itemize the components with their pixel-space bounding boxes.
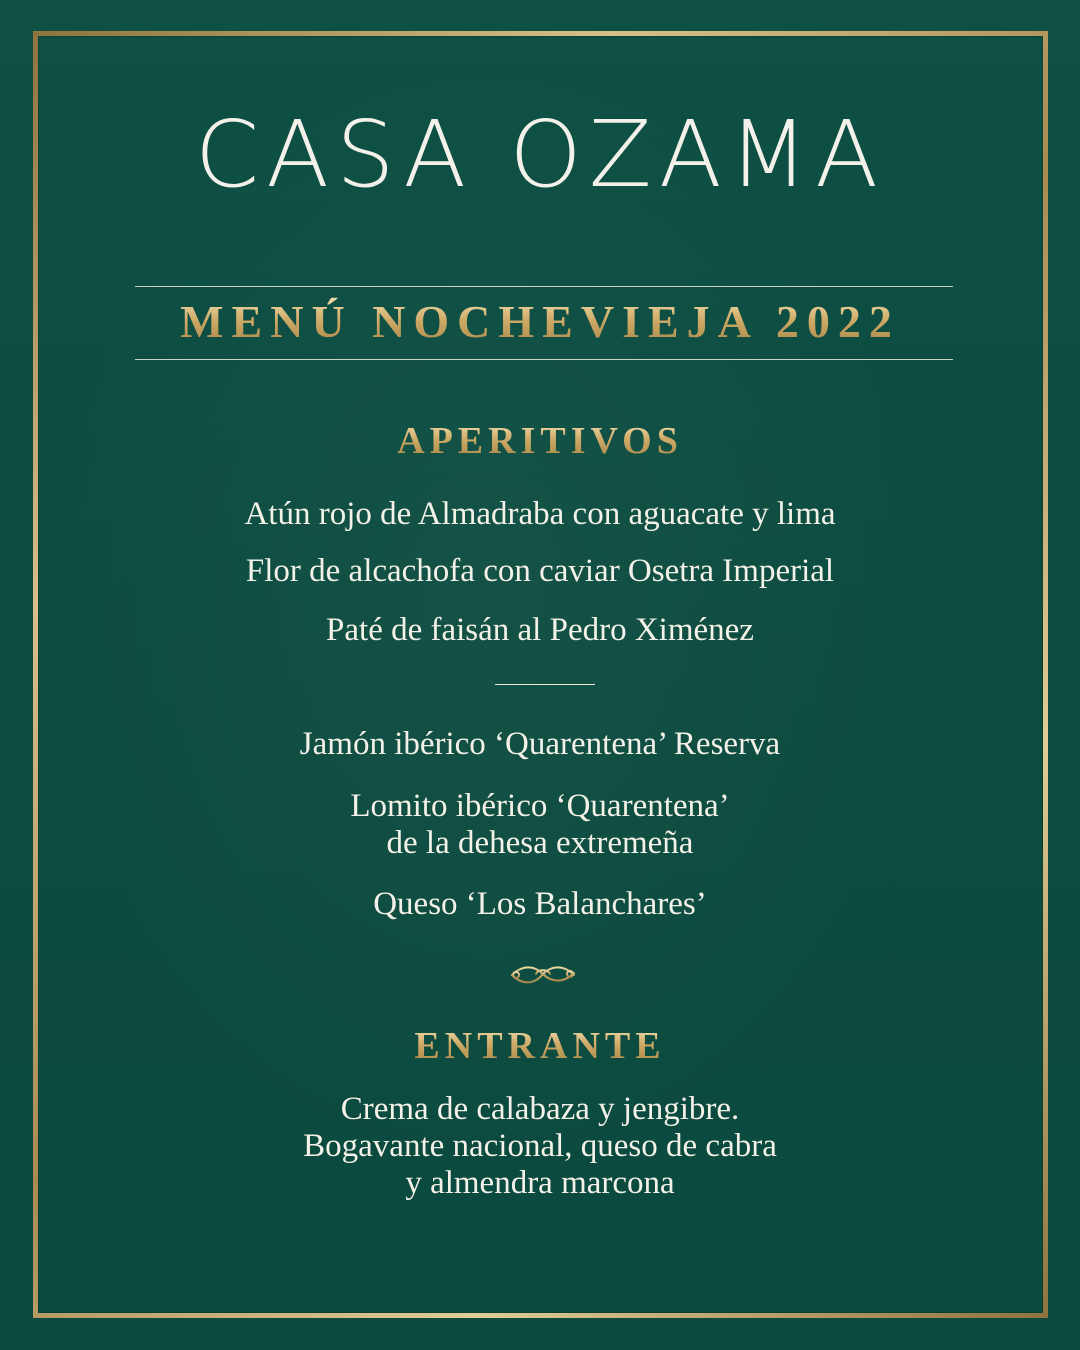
section-title-entrante: ENTRANTE xyxy=(0,1027,1080,1065)
flourish-ornament-icon xyxy=(508,961,578,987)
menu-title: MENÚ NOCHEVIEJA 2022 xyxy=(0,297,1080,348)
menu-item-line: Bogavante nacional, queso de cabra xyxy=(303,1127,777,1164)
brand-logo: CASA OZAMA xyxy=(194,101,886,208)
menu-item: Jamón ibérico ‘Quarentena’ Reserva xyxy=(299,726,781,762)
title-bottom-rule xyxy=(135,359,953,360)
menu-item xyxy=(0,1091,1080,1202)
item-divider xyxy=(495,684,595,685)
section-title-aperitivos: APERITIVOS xyxy=(0,422,1080,460)
menu-item-line: de la dehesa extremeña xyxy=(386,824,694,861)
menu-item-line: y almendra marcona xyxy=(405,1164,675,1201)
menu-item-line: Lomito ibérico ‘Quarentena’ xyxy=(350,788,730,824)
menu-item-line: Crema de calabaza y jengibre. xyxy=(340,1091,740,1127)
menu-item xyxy=(0,788,1080,862)
menu-item: Atún rojo de Almadraba con aguacate y lima xyxy=(244,496,836,532)
menu-item: Paté de faisán al Pedro Ximénez xyxy=(326,612,754,648)
menu-item: Queso ‘Los Balanchares’ xyxy=(373,886,707,922)
menu-item: Flor de alcachofa con caviar Osetra Imperial xyxy=(245,553,835,589)
title-top-rule xyxy=(135,286,953,287)
